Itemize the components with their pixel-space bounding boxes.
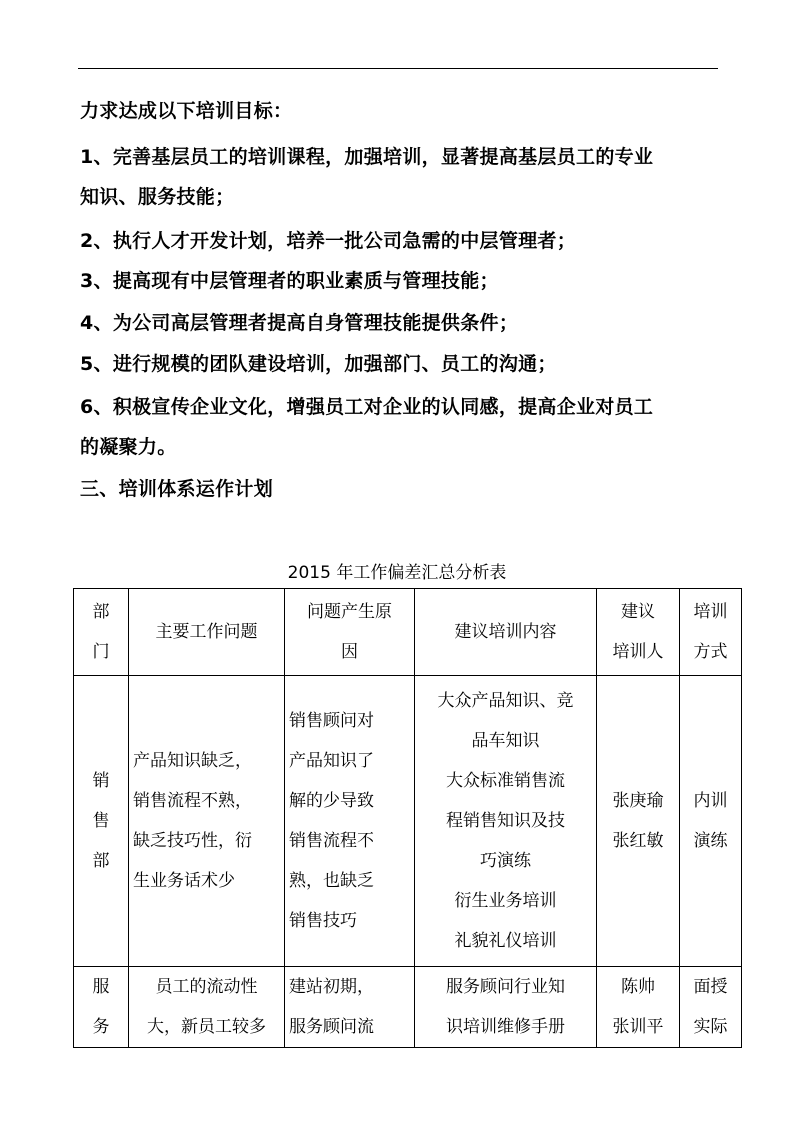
goal-1-line-2: 知识、服务技能； (80, 186, 235, 208)
goal-2: 2、执行人才开发计划，培养一批公司急需的中层管理者； (80, 230, 577, 252)
goal-5: 5、进行规模的团队建设培训，加强部门、员工的沟通； (80, 353, 557, 375)
goal-4: 4、为公司高层管理者提高自身管理技能提供条件； (80, 312, 519, 334)
table-row (74, 967, 742, 1048)
cell-suggested-trainer: 陈帅 张训平 (597, 967, 680, 1048)
header-cause: 问题产生原 因 (285, 589, 415, 676)
cell-cause: 建站初期， 服务顾问流 (285, 967, 415, 1048)
goal-6-line-2: 的凝聚力。 (80, 436, 177, 458)
cell-suggested-content: 大众产品知识、竞 品车知识 大众标准销售流 程销售知识及技 巧演练 衍生业务培训 礼貌礼仪培训 (415, 676, 597, 967)
goal-6-line-1: 6、积极宣传企业文化，增强员工对企业的认同感，提高企业对员工 (80, 396, 654, 418)
header-main-issue: 主要工作问题 (129, 589, 285, 676)
section-heading: 三、培训体系运作计划 (80, 478, 274, 500)
cell-main-issue: 产品知识缺乏， 销售流程不熟， 缺乏技巧性，衍 生业务话术少 (129, 676, 285, 967)
cell-training-method: 内训 演练 (680, 676, 742, 967)
cell-training-method: 面授 实际 (680, 967, 742, 1048)
table-header-row (74, 589, 742, 676)
header-department: 部 门 (74, 589, 129, 676)
table-title: 2015 年工作偏差汇总分析表 (287, 563, 507, 583)
table-row (74, 676, 742, 967)
header-suggested-trainer: 建议 培训人 (597, 589, 680, 676)
paragraph-intro: 力求达成以下培训目标： (80, 100, 293, 122)
cell-department: 销 售 部 (74, 676, 129, 967)
header-suggested-content: 建议培训内容 (415, 589, 597, 676)
cell-main-issue: 员工的流动性 大，新员工较多 (129, 967, 285, 1048)
cell-department: 服 务 (74, 967, 129, 1048)
cell-suggested-trainer: 张庚瑜 张红敏 (597, 676, 680, 967)
deviation-analysis-table (73, 588, 742, 1048)
goal-3: 3、提高现有中层管理者的职业素质与管理技能； (80, 270, 499, 292)
cell-suggested-content: 服务顾问行业知 识培训维修手册 (415, 967, 597, 1048)
header-training-method: 培训 方式 (680, 589, 742, 676)
cell-cause: 销售顾问对 产品知识了 解的少导致 销售流程不 熟，也缺乏 销售技巧 (285, 676, 415, 967)
header-rule (78, 68, 718, 69)
goal-1-line-1: 1、完善基层员工的培训课程，加强培训，显著提高基层员工的专业 (80, 146, 654, 168)
